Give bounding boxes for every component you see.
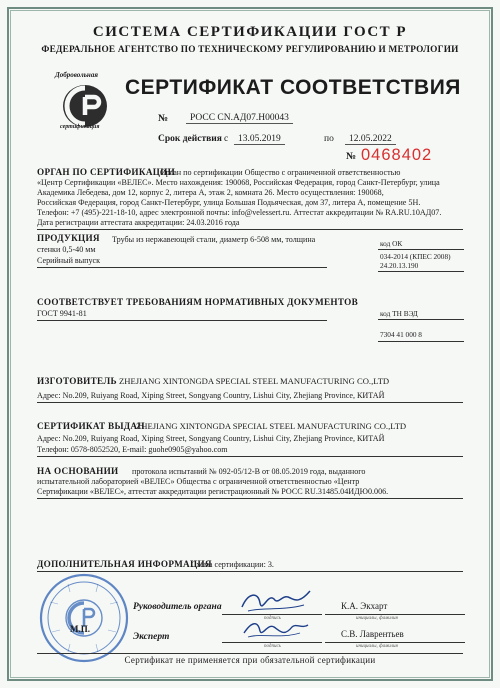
signature-line [325,642,465,643]
serial-label: № [346,151,357,162]
cert-body-line: Дата регистрации аттестата аккредитации: 24.03.2016 года [37,218,240,227]
ok-code-line: 24.20.13.190 [380,261,419,270]
standard: ГОСТ 9941-81 [37,309,87,318]
expert-name: С.В. Лаврентьев [341,629,404,639]
cert-body-line: Академика Лебедева, дом 12, корпус 2, литера А, этаж 2, комната 26. Место осуществления: 190068, [37,188,384,197]
divider [378,271,464,272]
basis-line: протокола испытаний № 092-05/12-В от 08.05.2019 года, выданного [132,467,366,476]
tnved-label: код ТН ВЭД [380,309,418,318]
head-name: К.А. Экхарт [341,601,388,611]
cert-body-line: «Центр Сертификации «ВЕЛЕС». Место нахождения: 190068, Российская Федерация, город Санкт-Петербург, улица [37,178,440,187]
additional-text: Схема сертификации: 3. [191,560,274,569]
signature-caption: подпись [264,644,281,649]
basis-heading: НА ОСНОВАНИИ [37,466,119,476]
cert-body-line: Орган по сертификации Общество с ограниченной ответственностью [160,168,401,177]
validity-from-label: с [224,134,229,144]
expert-label: Эксперт [133,632,170,642]
additional-heading: ДОПОЛНИТЕЛЬНАЯ ИНФОРМАЦИЯ [37,559,212,569]
product-line: Трубы из нержавеющей стали, диаметр 6-508 мм, толщина [112,235,316,244]
validity-to-date: 12.05.2022 [345,134,396,145]
divider [37,267,327,268]
divider [378,341,464,342]
issued-to-address: Адрес: No.209, Ruiyang Road, Xiping Street, Songyang Country, Lishui City, Zhejiang Province, КИТАЙ [37,434,385,443]
certificate-title: СЕРТИФИКАТ СООТВЕТСТВИЯ [125,76,461,99]
divider [37,498,463,499]
validity-label: Срок действия [158,134,222,144]
product-line: стенки 0,5-40 мм [37,245,96,254]
logo-caption-bottom: сертификация [60,124,100,130]
ok-code-label: код ОК [380,239,403,248]
divider [37,320,327,321]
serial-number: 0468402 [361,146,433,164]
manufacturer-heading: ИЗГОТОВИТЕЛЬ [37,376,117,386]
signature-line [325,614,465,615]
manufacturer-address: Адрес: No.209, Ruiyang Road, Xiping Street, Songyang Country, Lishui City, Zhejiang Province, КИТАЙ [37,391,385,400]
basis-line: испытательной лабораторией «ВЕЛЕС» Общества с ограниченной ответственностью «Центр [37,477,360,486]
stamp-icon [38,572,130,664]
issued-to-name: ZHEJIANG XINTONGDA SPECIAL STEEL MANUFACTURING CO.,LTD [136,421,407,431]
product-line: Серийный выпуск [37,256,101,265]
signature-expert-icon [240,617,312,643]
initials-caption: инициалы, фамилия [356,616,398,621]
basis-line: Сертификации «ВЕЛЕС», аттестат аккредитации регистрационный № РОСС RU.31485.04ИДЮ0.006. [37,487,389,496]
manufacturer-name: ZHEJIANG XINTONGDA SPECIAL STEEL MANUFACTURING CO.,LTD [119,376,390,386]
ok-code-line: 034-2014 (КПЕС 2008) [380,252,451,261]
divider [378,249,464,250]
issued-to-heading: СЕРТИФИКАТ ВЫДАН [37,421,145,431]
reg-number: РОСС CN.АД07.Н00043 [186,113,293,124]
reg-number-label: № [158,113,169,124]
signature-caption: подпись [264,616,281,621]
agency-title: ФЕДЕРАЛЬНОЕ АГЕНТСТВО ПО ТЕХНИЧЕСКОМУ РЕГУЛИРОВАНИЮ И МЕТРОЛОГИИ [41,45,459,55]
initials-caption: инициалы, фамилия [356,644,398,649]
gost-logo-icon [61,83,109,129]
validity-from-date: 13.05.2019 [234,134,285,145]
tnved-code: 7304 41 000 8 [380,330,422,339]
divider [37,229,463,230]
head-label: Руководитель органа [133,602,222,612]
cert-body-line: Телефон: +7 (495)-221-18-10, адрес электронной почты: info@velessert.ru. Аттестат аккредитации № RA.RU.10АД07. [37,208,442,217]
divider [378,319,464,320]
cert-body-heading: ОРГАН ПО СЕРТИФИКАЦИИ [37,167,176,177]
signature-line [222,642,322,643]
mp-label: М.П. [70,624,90,634]
compliance-heading: СООТВЕТСТВУЕТ ТРЕБОВАНИЯМ НОРМАТИВНЫХ ДОКУМЕНТОВ [37,297,359,307]
cert-body-line: Российская Федерация, город Санкт-Петербург, улица Большая Подьяческая, дом 37, литера А, помещение 5Н. [37,198,421,207]
divider [37,653,463,654]
divider [37,402,463,403]
product-heading: ПРОДУКЦИЯ [37,233,100,243]
issued-to-contacts: Телефон: 0578-8052520, E-mail: guohe0905@yahoo.com [37,445,228,454]
footer-note: Сертификат не применяется при обязательной сертификации [124,655,376,665]
validity-to-label: по [324,134,334,144]
system-title: СИСТЕМА СЕРТИФИКАЦИИ ГОСТ Р [92,24,408,40]
logo-caption-top: Добровольная [55,71,98,79]
divider [37,456,463,457]
signature-line [222,614,322,615]
